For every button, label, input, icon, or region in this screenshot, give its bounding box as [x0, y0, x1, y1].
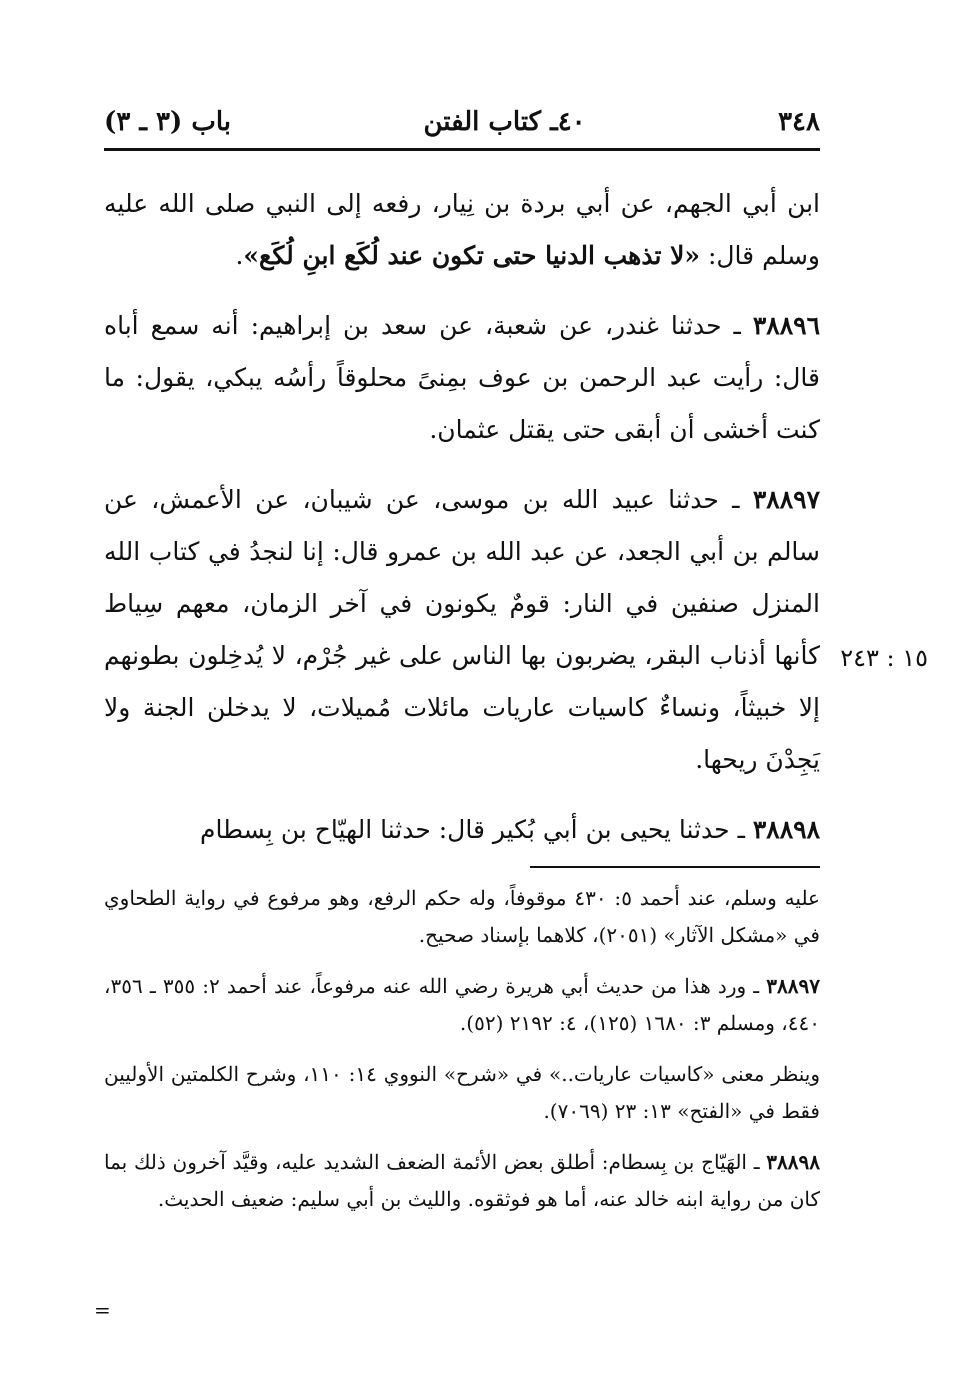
hadith-text: ـ حدثنا عبيد الله بن موسى، عن شيبان، عن الأعمش، عن سالم بن أبي الجعد، عن عبد الله بن عمرو قال: إنا لنجدُ في كتاب الله المنزل صنفين في النار: قومٌ يكونون في آخر الزمان، معهم سِياط كأنها أذناب البقر، يضربون بها الناس على غير جُرْم، لا يُدخِلون بطونهم إلا خبيثاً، ونساءٌ كاسيات عاريات مائلات مُميلات، لا يدخلن الجنة ولا يَجِدْنَ ريحها.	[104, 485, 820, 774]
page-number: ٣٤٨	[778, 107, 820, 137]
page-header	[104, 100, 820, 144]
footnote	[104, 1144, 820, 1218]
hadith-number: ٣٨٨٩٨	[752, 815, 820, 844]
footnote: عليه وسلم، عند أحمد ٥: ٤٣٠ موقوفاً، وله حكم الرفع، وهو مرفوع في رواية الطحاوي في «مشكل الآثار» (٢٠٥١)، كلاهما بإسناد صحيح.	[104, 886, 820, 947]
hadith-38896	[104, 300, 820, 456]
paragraph-text: ابن أبي الجهم، عن أبي بردة بن نِيار، رفعه إلى النبي صلى الله عليه وسلم قال:	[104, 189, 820, 270]
hadith-text: ـ حدثنا غندر، عن شعبة، عن سعد بن إبراهيم: أنه سمع أباه قال: رأيت عبد الرحمن بن عوف بمِنىً محلوقاً رأسُه يبكي، يقول: ما كنت أخشى أن أبقى حتى يقتل عثمان.	[104, 311, 820, 444]
footnote-number: ٣٨٨٩٧	[766, 974, 820, 998]
footnote-text: ـ الهَيّاج بن بِسطام: أطلق بعض الأئمة الضعف الشديد عليه، وقيَّد آخرون ذلك بما كان من رواية ابنه خالد عنه، أما هو فوثقوه. والليث بن أبي سليم: ضعيف الحديث.	[104, 1150, 820, 1211]
chapter-label: باب (٣ ـ ٣)	[104, 107, 231, 137]
main-text	[104, 178, 820, 856]
footnote-text: ـ ورد هذا من حديث أبي هريرة رضي الله عنه مرفوعاً، عند أحمد ٢: ٣٥٥ ـ ٣٥٦، ٤٤٠، ومسلم ٣: ١٦٨٠ (١٢٥)، ٤: ٢١٩٢ (٥٢).	[104, 974, 820, 1035]
footnotes	[104, 880, 820, 1218]
hadith-number: ٣٨٨٩٦	[752, 311, 820, 340]
hadith-quote: «لا تذهب الدنيا حتى تكون عند لُكَع ابنِ لُكَع»	[243, 241, 701, 270]
paragraph-continuation	[104, 178, 820, 282]
continuation-mark: =	[94, 1298, 111, 1322]
footnote-rule	[530, 866, 820, 868]
header-rule	[104, 148, 820, 151]
margin-reference: ١٥ : ٢٤٣	[840, 644, 928, 672]
hadith-text: ـ حدثنا يحيى بن أبي بُكير قال: حدثنا الهيّاح بن بِسطام	[200, 815, 753, 844]
footnote-number: ٣٨٨٩٨	[766, 1150, 820, 1174]
hadith-number: ٣٨٨٩٧	[752, 485, 820, 514]
hadith-38898	[104, 804, 820, 856]
footnote	[104, 968, 820, 1042]
book-title: ٤٠ـ كتاب الفتن	[423, 107, 586, 137]
paragraph-end: .	[235, 241, 244, 270]
footnote: وينظر معنى «كاسيات عاريات..» في «شرح» النووي ١٤: ١١٠، وشرح الكلمتين الأوليين فقط في «الفتح» ١٣: ٢٣ (٧٠٦٩).	[104, 1062, 820, 1123]
hadith-38897	[104, 474, 820, 786]
